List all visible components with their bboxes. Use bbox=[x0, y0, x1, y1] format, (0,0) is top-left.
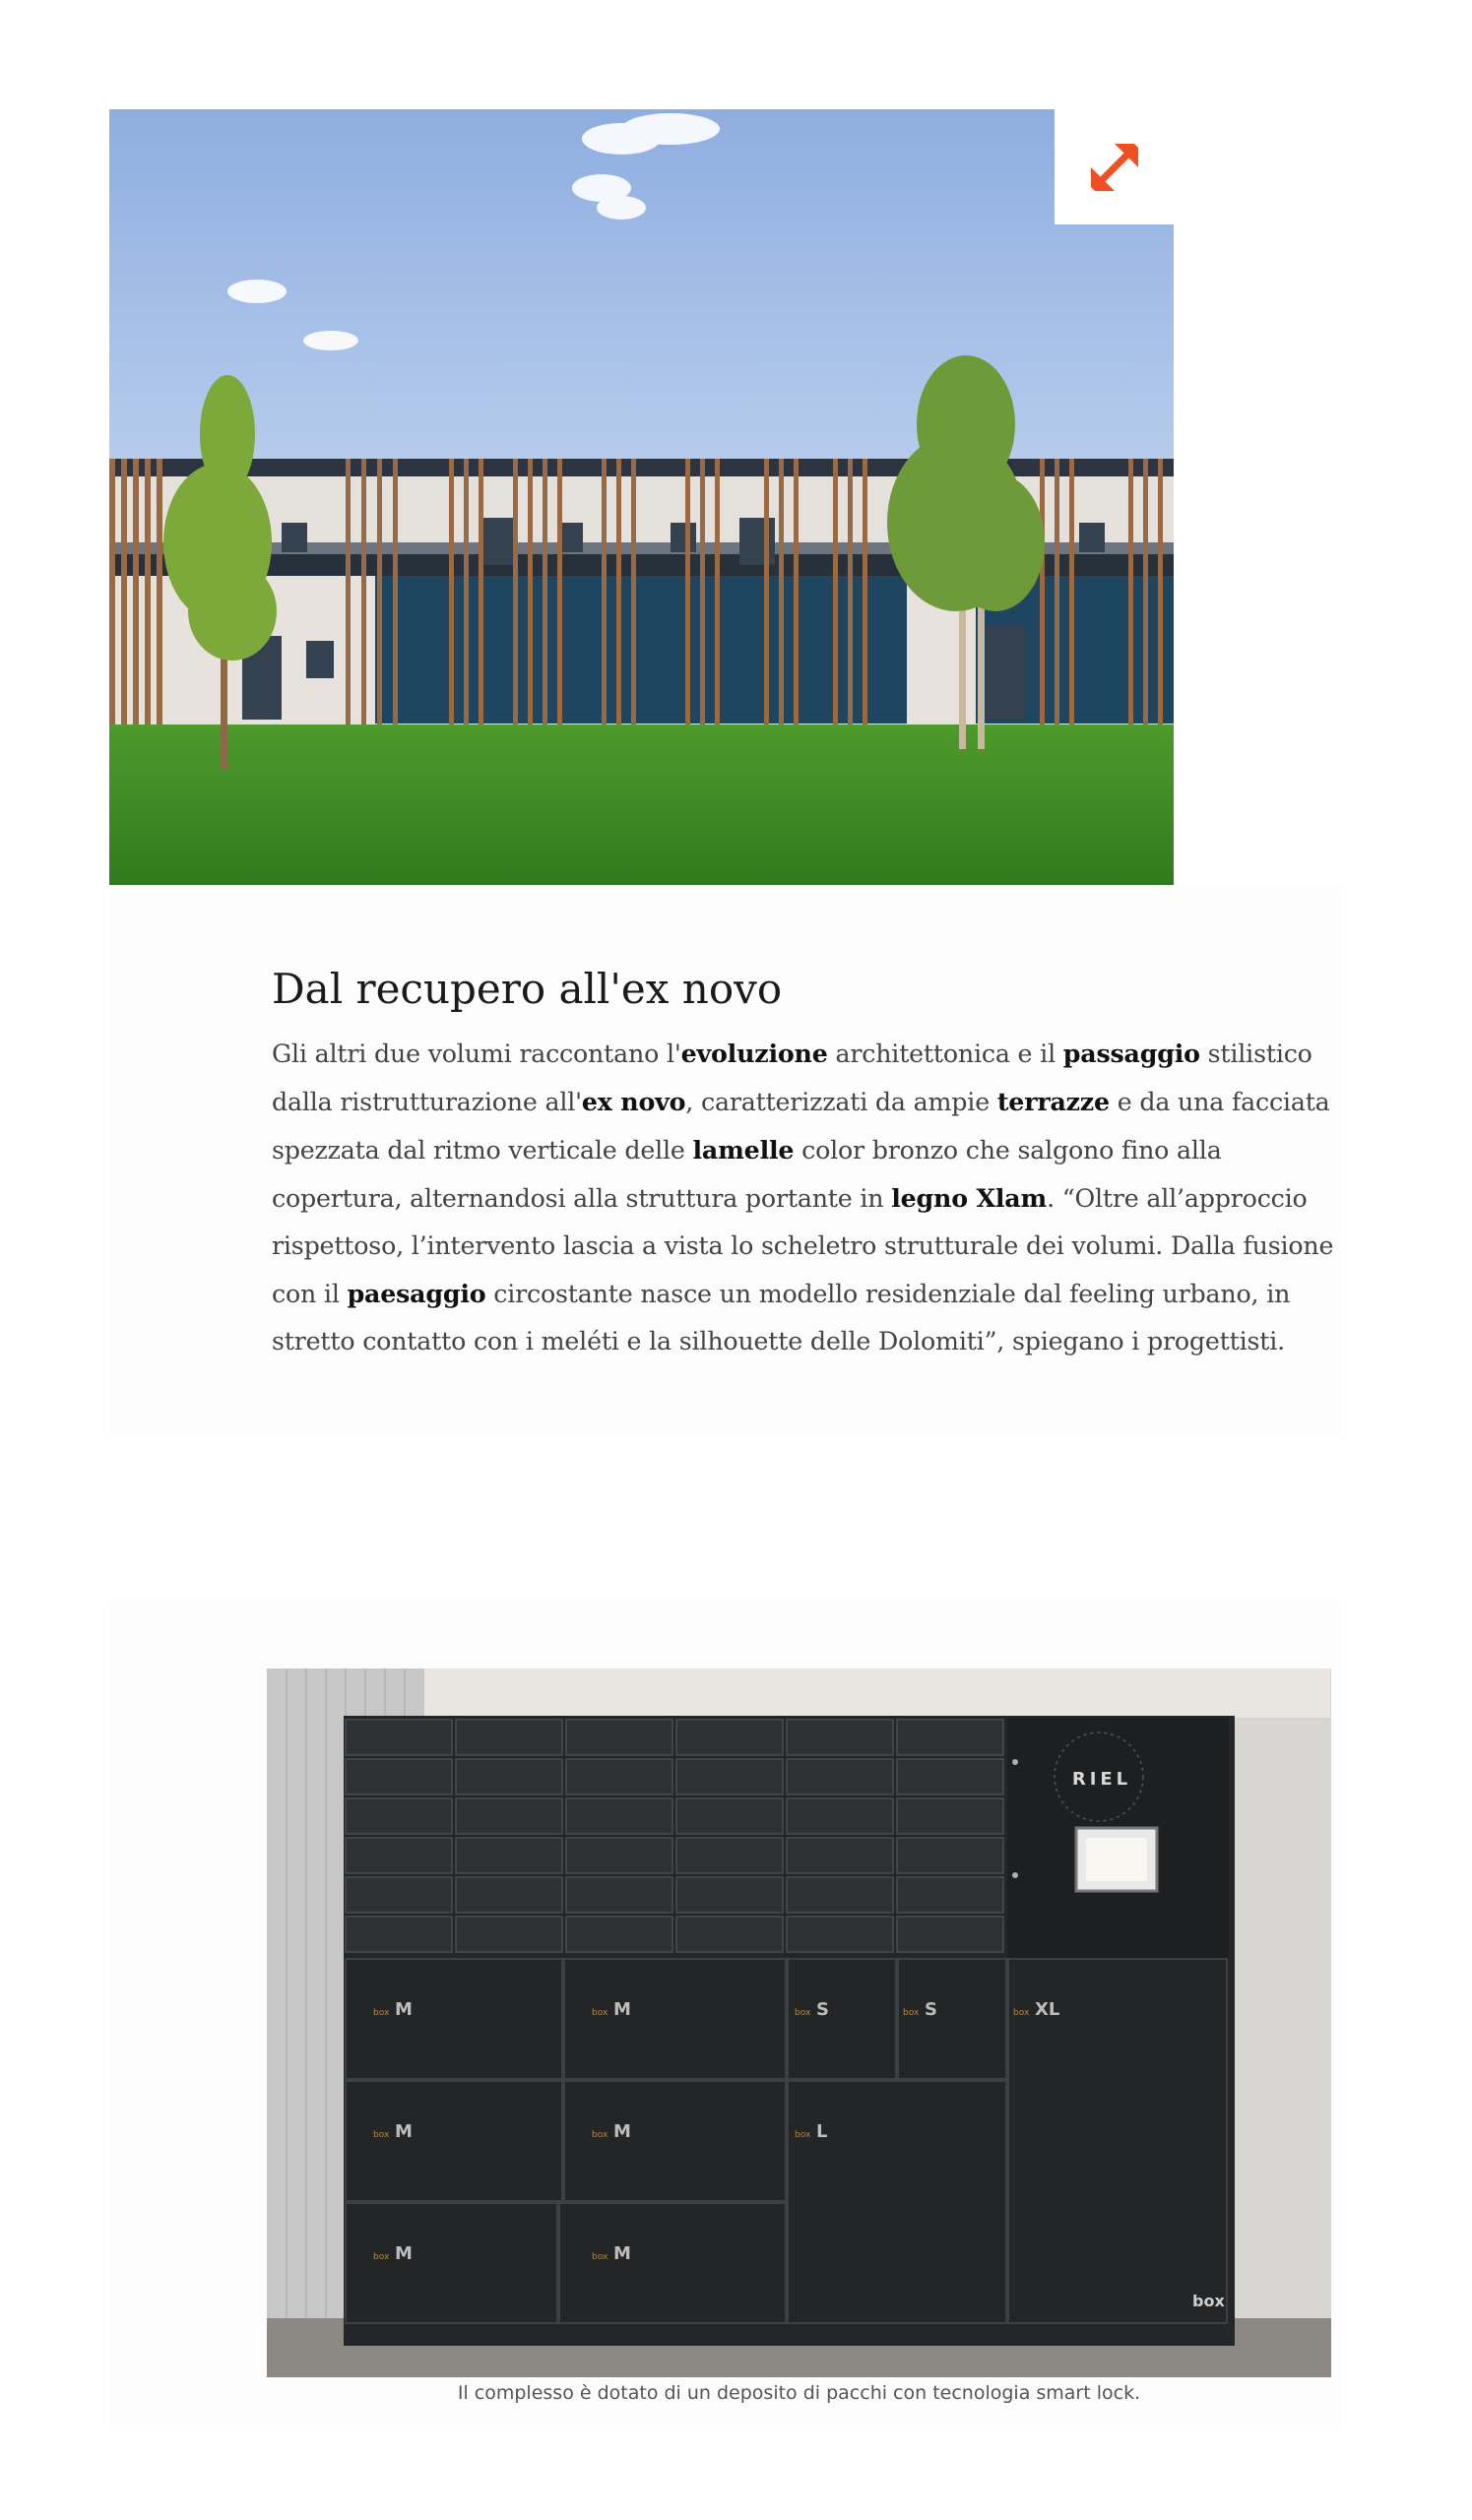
emphasis-text: paesaggio bbox=[347, 1279, 486, 1308]
locker-prefix-label: box bbox=[373, 2008, 390, 2018]
article-paragraph bbox=[272, 1030, 1335, 1365]
mailbox-door bbox=[456, 1759, 562, 1795]
mailbox-door bbox=[676, 1798, 783, 1834]
image-caption: Il complesso è dotato di un deposito di pacchi con tecnologia smart lock. bbox=[457, 2382, 1141, 2404]
locker-prefix-label: box bbox=[795, 2008, 811, 2018]
locker-prefix-label: box bbox=[592, 2008, 608, 2018]
mailbox-door bbox=[566, 1877, 672, 1913]
emphasis-text: ex novo bbox=[581, 1087, 686, 1116]
mailbox-door bbox=[456, 1798, 562, 1834]
mailbox-door bbox=[897, 1917, 1003, 1952]
locker-size-label: M bbox=[613, 2243, 631, 2264]
locker-prefix-label: box bbox=[1013, 2008, 1030, 2018]
mailbox-door bbox=[346, 1720, 452, 1755]
mailbox-door bbox=[787, 1798, 893, 1834]
emphasis-text: terrazze bbox=[996, 1087, 1110, 1116]
locker-prefix-label: box bbox=[795, 2130, 811, 2140]
mailbox-door bbox=[566, 1720, 672, 1755]
mailbox-door bbox=[346, 1798, 452, 1834]
locker-prefix-label: box bbox=[592, 2130, 608, 2140]
expand-arrows-icon bbox=[1085, 138, 1144, 197]
locker-prefix-label: box bbox=[592, 2252, 608, 2262]
mailbox-door bbox=[676, 1877, 783, 1913]
mailbox-door bbox=[676, 1838, 783, 1873]
mailbox-door bbox=[897, 1838, 1003, 1873]
emphasis-text: passaggio bbox=[1062, 1039, 1200, 1068]
expand-image-button[interactable] bbox=[1055, 109, 1174, 224]
locker-footer-brand: box bbox=[1192, 2292, 1225, 2310]
locker-size-label: M bbox=[395, 2243, 413, 2264]
mailbox-door bbox=[897, 1759, 1003, 1795]
paragraph-text: stilistico dalla ristrutturazione all' bbox=[272, 1040, 1312, 1116]
locker-size-label: S bbox=[925, 1999, 937, 2020]
paragraph-text: . “Oltre all’approccio rispettoso, l’intervento lascia a vista lo scheletro strutturale dei volumi. Dalla fusione con il bbox=[272, 1184, 1334, 1308]
mailbox-door bbox=[346, 1838, 452, 1873]
paragraph-text: , caratterizzati da ampie bbox=[685, 1088, 997, 1116]
mailbox-door bbox=[456, 1720, 562, 1755]
paragraph-text: e da una facciata spezzata dal ritmo verticale delle bbox=[272, 1088, 1330, 1165]
mailbox-door bbox=[346, 1877, 452, 1913]
locker-size-label: S bbox=[816, 1999, 829, 2020]
mailbox-door bbox=[456, 1838, 562, 1873]
paragraph-text: architettonica e il bbox=[827, 1040, 1063, 1068]
locker-size-label: M bbox=[395, 1999, 413, 2020]
locker-prefix-label: box bbox=[373, 2252, 390, 2262]
mailbox-door bbox=[566, 1798, 672, 1834]
hero-image[interactable] bbox=[109, 109, 1174, 885]
locker-size-label: M bbox=[613, 1999, 631, 2020]
emphasis-text: evoluzione bbox=[680, 1039, 828, 1068]
mailbox-door bbox=[456, 1917, 562, 1952]
mailbox-door bbox=[566, 1759, 672, 1795]
emphasis-text: lamelle bbox=[692, 1135, 795, 1165]
mailbox-door bbox=[897, 1720, 1003, 1755]
mailbox-door bbox=[676, 1917, 783, 1952]
locker-size-label: M bbox=[613, 2121, 631, 2142]
mailbox-door bbox=[676, 1759, 783, 1795]
mailbox-door bbox=[566, 1838, 672, 1873]
locker-prefix-label: box bbox=[373, 2130, 390, 2140]
locker-prefix-label: box bbox=[903, 2008, 920, 2018]
mailbox-door bbox=[456, 1877, 562, 1913]
mailbox-door bbox=[787, 1759, 893, 1795]
mailbox-door bbox=[566, 1917, 672, 1952]
mailbox-door bbox=[787, 1838, 893, 1873]
locker-image[interactable] bbox=[267, 1669, 1331, 2377]
paragraph-text: circostante nasce un modello residenziale dal feeling urbano, in stretto contatto con i meléti e la silhouette delle Dolomiti”, spiegano i progettisti. bbox=[272, 1280, 1291, 1355]
section-heading: Dal recupero all'ex novo bbox=[272, 965, 783, 1013]
mailbox-door bbox=[787, 1917, 893, 1952]
mailbox-door bbox=[897, 1877, 1003, 1913]
mailbox-door bbox=[897, 1798, 1003, 1834]
mailbox-door bbox=[787, 1720, 893, 1755]
mailbox-door bbox=[676, 1720, 783, 1755]
paragraph-text: Gli altri due volumi raccontano l' bbox=[272, 1040, 681, 1068]
emphasis-text: legno Xlam bbox=[891, 1183, 1048, 1213]
locker-brand-text: RIEL bbox=[1071, 1769, 1132, 1790]
locker-size-label: L bbox=[816, 2121, 828, 2142]
mailbox-door bbox=[346, 1759, 452, 1795]
locker-size-label: XL bbox=[1035, 1999, 1060, 2020]
locker-size-label: M bbox=[395, 2121, 413, 2142]
paragraph-text: color bronzo che salgono fino alla copertura, alternandosi alla struttura portante in bbox=[272, 1136, 1222, 1213]
mailbox-door bbox=[346, 1917, 452, 1952]
mailbox-door bbox=[787, 1877, 893, 1913]
